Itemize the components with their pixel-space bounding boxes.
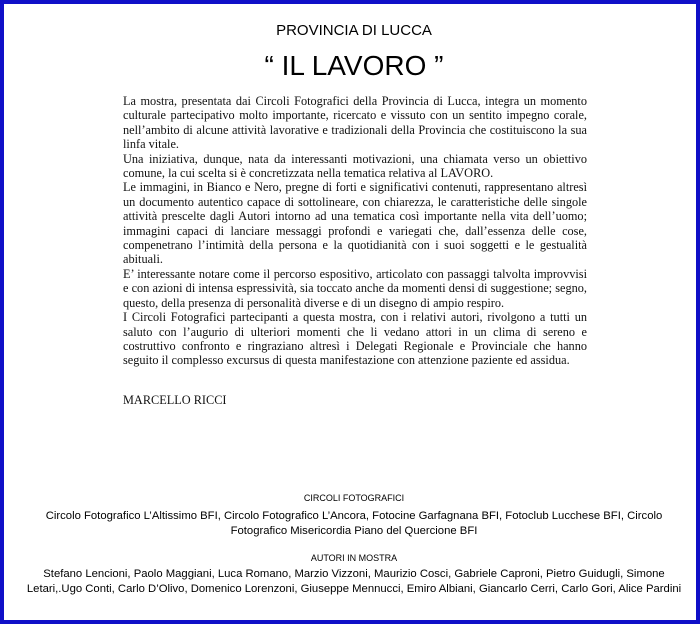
province-heading: PROVINCIA DI LUCCA [276, 22, 432, 39]
paragraph: La mostra, presentata dai Circoli Fotografici della Provincia di Lucca, integra un momento culturale partecipativo molto importante, ricercato e vissuto con un sentito impegno corale, nell’ambito di alcune attività lavorative e tradizionali della Provincia che costituiscono la sua linfa vitale. [123, 94, 587, 152]
circoli-heading: CIRCOLI FOTOGRAFICI [303, 493, 405, 503]
circoli-list: Circolo Fotografico L’Altissimo BFI, Circolo Fotografico L’Ancora, Fotocine Garfagnana BFI, Fotoclub Lucchese BFI, Circolo Fotografico Misericordia Piano del Quercione BFI [45, 510, 663, 537]
author-signature: MARCELLO RICCI [123, 393, 227, 407]
autori-list: Stefano Lencioni, Paolo Maggiani, Luca Romano, Marzio Vizzoni, Maurizio Cosci, Gabriele Caproni, Pietro Guidugli, Simone Letari,.Ugo Conti, Carlo D’Olivo, Domenico Lorenzoni, Giuseppe Mennucci, Emiro Albiani, Giancarlo Cerri, Carlo Gori, Alice Pardini [26, 568, 682, 595]
paragraph: E’ interessante notare come il percorso espositivo, articolato con passaggi talvolta improvvisi e con azioni di intensa espressività, sia toccato anche da momenti densi di suggestione; segno, questo, della presenza di personalità diverse e di un disegno di ampio respiro. [123, 266, 587, 310]
paragraph: Le immagini, in Bianco e Nero, pregne di forti e significativi contenuti, rappresentano altresì un documento autentico capace di sottolineare, con chiarezza, le caratteristiche delle singole attività prescelte dagli Autori intorno ad una tematica così importante nella vita dell’uomo; immagini capaci di lanciare messaggi profondi e variegati che, dall’essenza delle cose, compenetrano l’intimità della persona e la quotidianità con i suoi soggetti e le gestualità abituali. [123, 180, 587, 267]
paragraph: Una iniziativa, dunque, nata da interessanti motivazioni, una chiamata verso un obiettivo comune, la cui scelta si è concretizzata nella tematica relativa al LAVORO. [123, 151, 587, 181]
paragraph: I Circoli Fotografici partecipanti a questa mostra, con i relativi autori, rivolgono a tutti un saluto con l’augurio di ulteriori momenti che li vedano attori in un clima di sereno e costruttivo confronto e ringraziano altresì i Delegati Regionale e Provinciale che hanno seguito il complesso excursus di questa manifestazione con attenzione paziente ed assidua. [123, 310, 587, 368]
exhibition-title: “ IL LAVORO ” [264, 50, 444, 81]
presentation-text [123, 94, 587, 368]
autori-heading: AUTORI IN MOSTRA [310, 553, 398, 563]
